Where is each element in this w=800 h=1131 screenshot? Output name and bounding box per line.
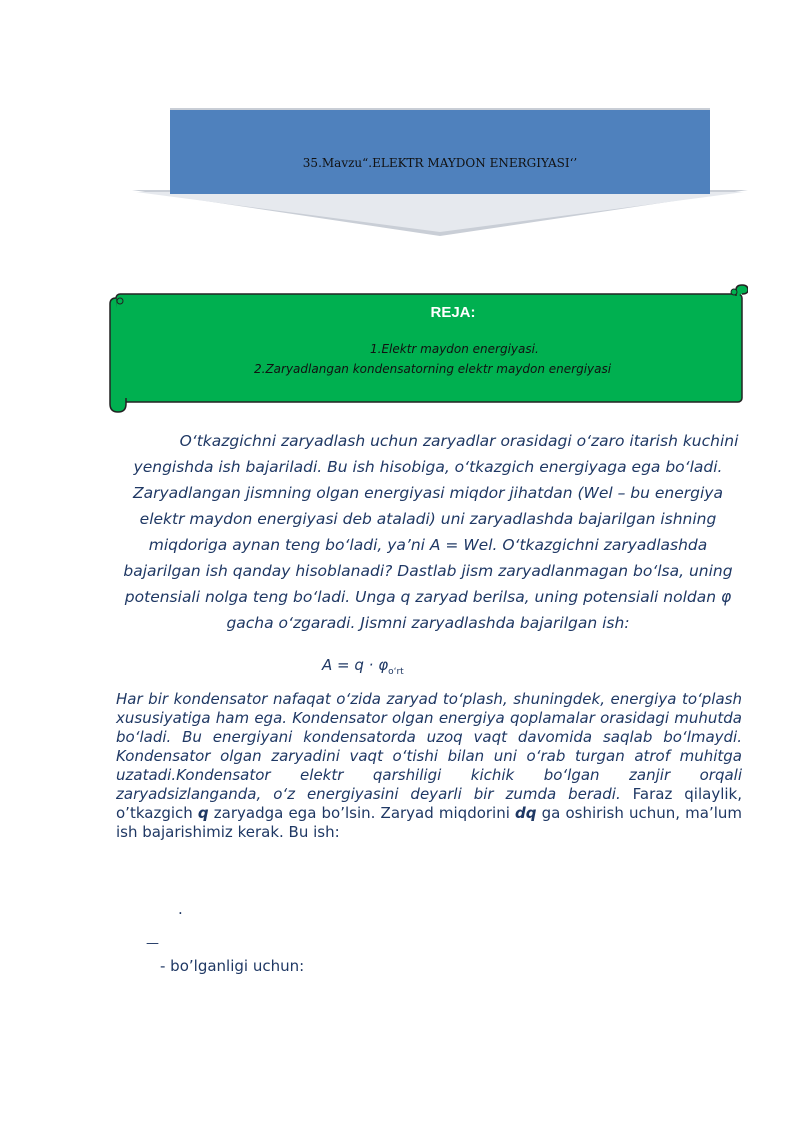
body-italic-text: Har bir kondensator nafaqat o‘zida zaryad to‘plash, shuningdek, energiya to‘plash xususiyatiga ham ega. Kondensator olgan energiya qoplamalar orasidagi muhutda bo‘ladi. Bu energiyani kondensatorda uzoq vaqt davomida saqlab bo‘lmaydi. Kondensator olgan zaryadini vaqt o‘tishi bilan uni o‘rab turgan atrof muhitga uzatadi.Kondensator elektr qarshiligi kichik bo‘lgan zanjir orqali zaryadsizlanganda, o‘z energiyasini deyarli bir zumda beradi. (116, 690, 742, 803)
formula-main: A = q · φ (322, 656, 389, 674)
formula-subscript: o‘rt (388, 667, 404, 677)
stray-dash: — (146, 936, 159, 951)
charge-dq: dq (515, 804, 537, 822)
stray-dot: . (178, 900, 183, 918)
intro-paragraph (110, 428, 746, 636)
plan-item-1: 1.Elektr maydon energiyasi. (370, 342, 539, 356)
plan-scroll (108, 284, 744, 416)
body-text-2: zaryadga ega bo’lsin. Zaryad miqdorini (208, 804, 516, 822)
since-text: - bo’lganligi uchun: (160, 957, 305, 975)
body-text-3: ga oshirish uchun, ma’lum ish bajarishimiz kerak. Bu ish: (116, 804, 742, 841)
intro-text: O‘tkazgichni zaryadlash uchun zaryadlar orasidagi o‘zaro itarish kuchini yengishda ish bajariladi. Bu ish hisobiga, o‘tkazgich energiyaga ega bo‘ladi. Zaryadlangan jismning olgan energiyasi miqdor jihatdan (Wel – bu energiya elektr maydon energiyasi deb ataladi) uni zaryadlashda bajarilgan ishning miqdoriga aynan teng bo‘ladi, ya’ni A = Wel. O‘tkazgichni zaryadlashda bajarilgan ish qanday hisoblanadi? Dastlab jism zaryadlanmagan bo‘lsa, uning potensiali nolga teng bo‘ladi. Unga q zaryad berilsa, uning potensiali noldan φ gacha o‘zgaradi. Jismni zaryadlashda bajarilgan ish: (123, 432, 739, 632)
charge-q: q (197, 804, 209, 822)
plan-item-2: 2.Zaryadlangan kondensatorning elektr maydon energiyasi (254, 362, 612, 376)
work-formula (322, 656, 404, 677)
banner-arrow-shape (132, 108, 748, 238)
topic-banner (132, 108, 748, 238)
topic-title: 35.Mavzu“.ELEKTR MAYDON ENERGIYASI‘’ (302, 156, 578, 170)
body-text-1: Faraz qilaylik, o’tkazgich (116, 785, 742, 822)
plan-title: REJA: (430, 304, 476, 321)
body-paragraph (116, 690, 742, 842)
